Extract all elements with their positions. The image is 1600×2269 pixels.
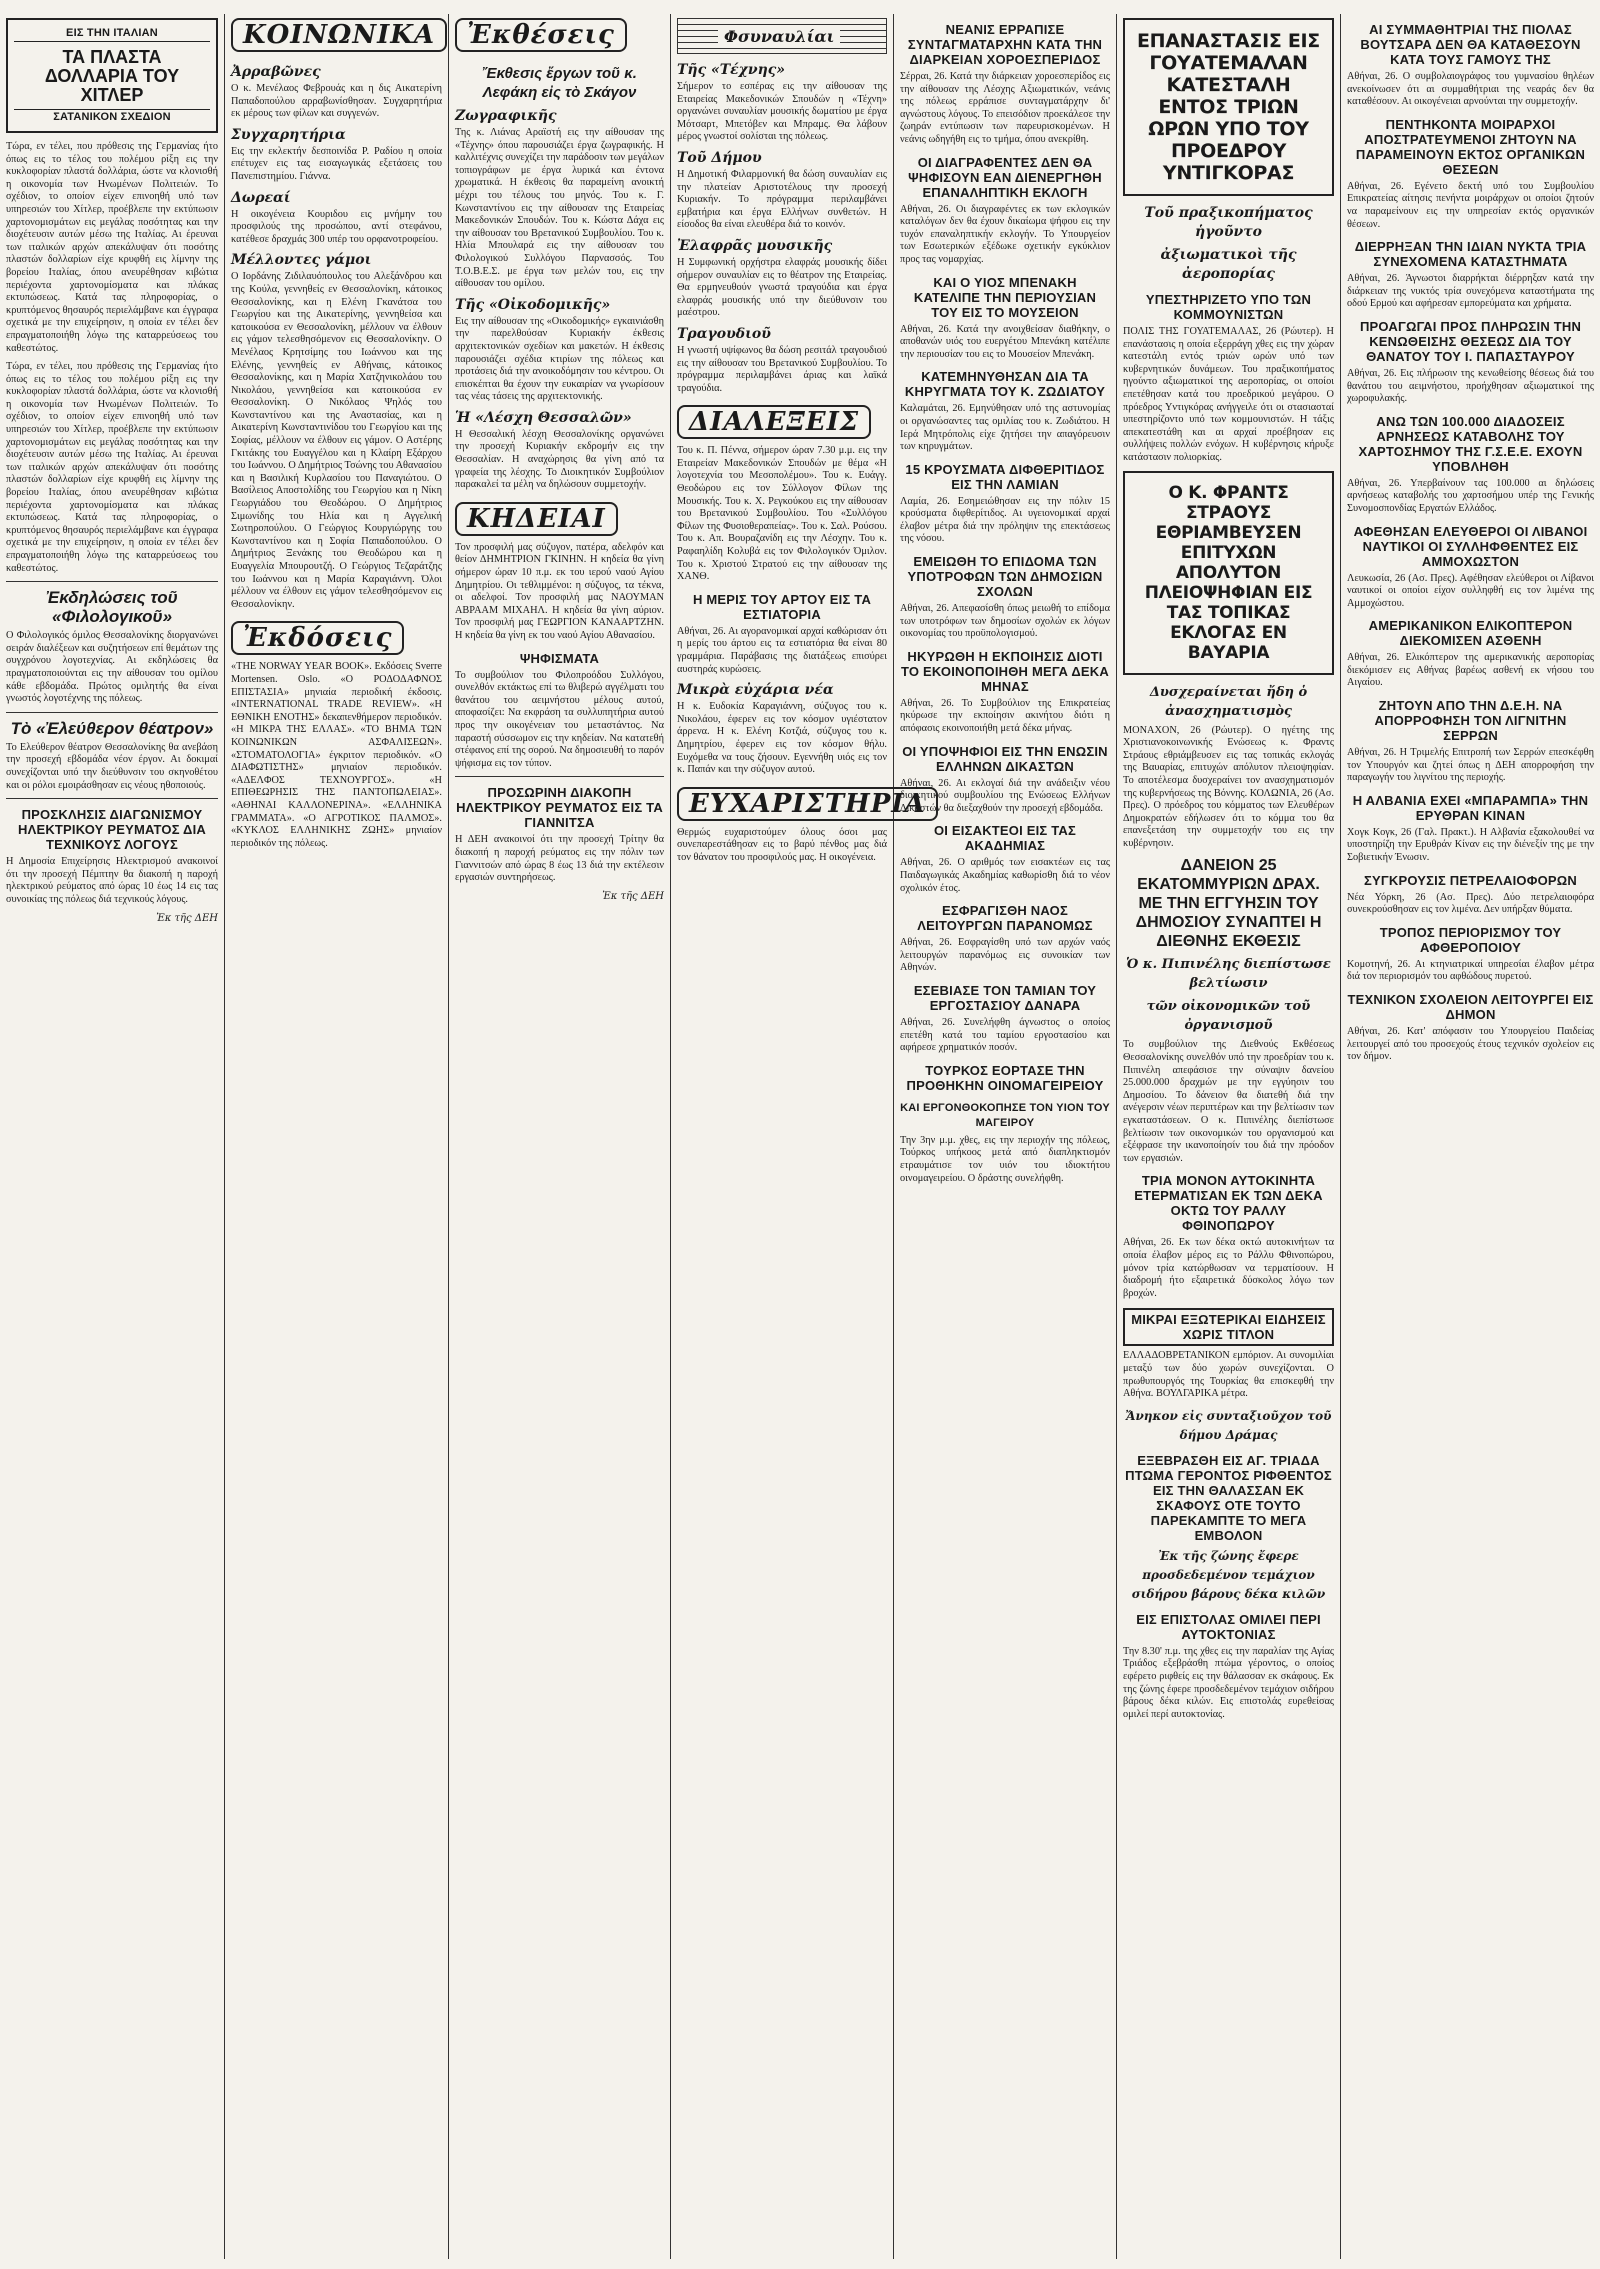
corpse-body: Την 8.30' π.μ. της χθες εις την παραλίαν της Αγίας Τριάδος εξεβράσθη πτώμα γέροντος, ο οποίος εφέρετο ριφθείς εις την θάλασσαν εκ σκάφους. Εκ της ζώνης έφερε προσδεδεμένον τεμάχιον σιδήρου βάρους δέκα κιλών. Εις επιστολάς ευρεθείσας ομιλεί περί αυτοκτονίας. [1123,1645,1334,1720]
bread-title: Η ΜΕΡΙΣ ΤΟΥ ΑΡΤΟΥ ΕΙΣ ΤΑ ΕΣΤΙΑΤΟΡΙΑ [692,591,872,622]
rally-headline: ΤΡΙΑ ΜΟΝΟΝ ΑΥΤΟΚΙΝΗΤΑ ΕΤΕΡΜΑΤΙΣΑΝ ΕΚ ΤΩΝ ΔΕΚΑ ΟΚΤΩ ΤΟΥ ΡΑΛΛΥ ΦΘΙΝΟΠΩΡΟΥ [1134,1173,1323,1234]
body-sale: Αθήναι, 26. Το Συμβούλιον της Επικρατείας ηκύρωσε την εκποίησιν ακινήτου διότι η απόφασις εκοινοποιήθη μετά δέκα μήνας. [900,697,1110,735]
corpse-sub3: ΕΙΣ ΕΠΙΣΤΟΛΑΣ ΟΜΙΛΕΙ ΠΕΡΙ ΑΥΤΟΚΤΟΝΙΑΣ [1136,1611,1321,1642]
engagements-body: Ο κ. Μενέλαος Φεβρουάς και η δις Αικατερίνη Παπαδοπούλου αρραβωνίσθησαν. Συγχαρητήρια εκ μέρους των φίλων και συγγενών. [231,83,442,120]
school-body: Αθήναι, 26. Κατ' απόφασιν του Υπουργείου Παιδείας λειτουργεί από του προσεχούς έτους τεχνικόν σχολείον εις τον δήμον. [1347,1026,1594,1063]
congrats-body: Εις την εκλεκτήν δεσποινίδα Ρ. Ραδίου η οποία επέτυχεν εις τας εισαγωγικάς εξετάσεις του Πανεπιστημίου. Γιάννα. [231,145,442,182]
loan-body: Το συμβούλιον της Διεθνούς Εκθέσεως Θεσσαλονίκης συνελθόν υπό την προεδρίαν του κ. Πιπινέλη απεφάσισε την σύναψιν δανείου 25.000.000 δραχμών με την εγγύησιν του Δημοσίου. Το δάνειον θα διατεθή διά την ανέγερσιν νέων περιπτέρων και την βελτίωσιν των εγκαταστάσεων. Ο κ. Πιπινέλης διεπίστωσε βελτίωσιν των οικονομικών του οργανισμού και εξέφρασε την ικανοποίησίν του διά την πρόοδον των εργασιών. [1123,1039,1334,1164]
body-church: Αθήναι, 26. Εσφραγίσθη υπό των αρχών ναός λειτουργών παρανόμως εις συνοικίαν των Αθηνών. [900,937,1110,974]
guatemala-headline: ΕΠΑΝΑΣΤΑΣΙΣ ΕΙΣ ΓΟΥΑΤΕΜΑΛΑΝ ΚΑΤΕΣΤΑΛΗ ΕΝΤΟΣ ΤΡΙΩΝ ΩΡΩΝ ΥΠΟ ΤΟΥ ΠΡΟΕΔΡΟΥ ΥΝΤΙΓΚΟΡΑΣ [1136,30,1320,184]
thanks-body: Θερμώς ευχαριστούμεν όλους όσοι μας συνεπαρεστάθησαν εις το βαρύ πένθος μας διά τον θάνατον του προσφιλούς μας. Η οικογένεια. [677,826,887,863]
headline-cashier: ΕΣΕΒΙΑΣΕ ΤΟΝ ΤΑΜΙΑΝ ΤΟΥ ΕΡΓΟΣΤΑΣΙΟΥ ΔΑΝΑΡΑ [913,982,1097,1013]
stamp-body: Αθήναι, 26. Υπερβαίνουν τας 100.000 αι δηλώσεις αρνήσεως καταβολής του χαρτοσήμου υπέρ της Γενικής Συνομοσπονδίας Εργατών Ελλάδος. [1347,477,1594,514]
lignite-headline: ΖΗΤΟΥΝ ΑΠΟ ΤΗΝ Δ.Ε.Η. ΝΑ ΑΠΟΡΡΟΦΗΣΗ ΤΟΝ ΛΙΓΝΙΤΗΝ ΣΕΡΡΩΝ [1374,698,1567,744]
headline-erased: ΟΙ ΔΙΑΓΡΑΦΕΝΤΕΣ ΔΕΝ ΘΑ ΨΗΦΙΣΟΥΝ ΕΑΝ ΔΙΕΝΕΡΓΗΘΗ ΕΠΑΝΑΛΗΠΤΙΚΗ ΕΚΛΟΓΗ [908,154,1102,200]
social-section-logo: ΚΟΙΝΩΝΙΚΑ [231,18,447,52]
body-turk: Την 3ην μ.μ. χθες, εις την περιοχήν της πόλεως, Τούρκος υπήκοος μετά από διαπληκτισμόν ετραυμάτισε τον υιόν του ιδιοκτήτου οινομαγειρείου. Ο δράστης συνελήφθη. [900,1134,1110,1184]
resolutions-body: Το συμβούλιον του Φιλοπροόδου Συλλόγου, συνελθόν εκτάκτως επί τω θλιβερώ αγγέλματι του θανάτου του αειμνήστου μέλους αυτού, αποφασίζει: Να εκφράση τα συλλυπητήρια αυτού προς την οικογένειαν του μεταστάντος. Να παραστή σύσσωμον εις την κηδείαν. Να κατατεθή στέφανος επί της σορού. Να δημοσιευθή το παρόν ψήφισμα εις τον τύπον. [455,669,664,769]
publications-body: «THE NORWAY YEAR BOOK». Εκδόσεις Sverre Mortensen. Oslo. «Ο ΡΟΔΟΔΑΦΝΟΣ ΕΠΙΣΤΑΣΙΑ» μηνιαία περιοδική έκδοσις. «INTERNATIONAL TRADE REVIEW». «Η ΕΘΝΙΚΗ ΕΝΟΤΗΣ» δεκαπενθήμερον περιοδικόν. «Η ΜΙΚΡΑ ΤΗΣ ΕΛΛΑΣ». «ΤΟ ΒΗΜΑ ΤΩΝ ΚΟΙΝΩΝΙΚΩΝ ΑΣΦΑΛΙΣΕΩΝ». «ΣΤΟΜΑΤΟΛΟΓΙΑ» έγκριτον περιοδικόν. «Ο ΔΙΑΦΩΤΙΣΤΗΣ» μηνιαίον περιοδικόν. «ΑΔΕΛΦΟΣ ΤΕΧΝΟΥΡΓΟΣ». «Η ΕΠΙΘΕΩΡΗΣΙΣ ΤΗΣ ΠΑΝΤΟΠΩΛΕΙΑΣ». «ΑΘΗΝΑΙ ΚΑΛΛΟΝΕΡΙΝΑ». «ΕΛΛΗΝΙΚΑ ΓΡΑΜΜΑΤΑ». «Ο ΑΓΡΟΤΙΚΟΣ ΠΑΛΜΟΣ». «ΚΥΚΛΟΣ ΕΛΛΗΝΙΚΗΣ ΖΩΗΣ» μηνιαίον περιοδικόν της πόλεως. [231,661,442,849]
painting-body: Της κ. Λιάνας Αραϊστή εις την αίθουσαν της «Τέχνης» όπου παρουσιάζει έργα ζωγραφικής. Η καλλιτέχνις συνεχίζει την παράδοσιν των μεγάλων τοπιογράφων με έργα λυρικά και έντονα χρωματικά. Η έκθεσις θα παραμείνη ανοικτή μέχρι του τέλους του μηνός. Του κ. Γ. Κωνσταντίνου εις την αίθουσαν της Εταιρείας Μακεδονικών Σπουδών. Του κ. Κώστα Δάχα εις την αίθουσαν του Βρετανικού Συμβουλίου. Του κ. Ηλία Μπουλαρά εις την αίθουσαν του Φιλολογικού Συλλόγου Παρνασσός. Του Τ.Ο.Β.Ε.Σ. με έργα των μελών του, εις την αίθουσαν του ομίλου. [455,127,664,290]
headline-academies: ΟΙ ΕΙΣΑΚΤΕΟΙ ΕΙΣ ΤΑΣ ΑΚΑΔΗΜΙΑΣ [933,823,1076,854]
song-title: Τραγουδιοῦ [677,325,771,342]
section-title: Ἐκδηλώσεις τοῦ «Φιλολογικοῦ» [46,588,178,627]
classmates-body: Αθήναι, 26. Ο συμβολαιογράφος του γυμνασίου θηλέων ανεκοίνωσεν ότι αι συμμαθήτριαι της νεαράς δεν θα καταθέσουν. Αι οικογένειαι αρνούνται την συμμετοχήν. [1347,71,1594,108]
article-body: Τώρα, εν τέλει, που πρόθεσις της Γερμανίας ήτο όπως εις το τέλος του πολέμου ρίξη εις την κυκλοφορίαν πλαστά δολλάρια, ώστε να κλονισθή η οικονομία των Ηνωμένων Πολιτειών. Το σχέδιον, το οποίον είχεν επινοηθή υπό των υπηρεσιών του Χίτλερ, προέβλεπε την εκτύπωσιν χαρτονομισμάτων εις μεγάλας ποσότητας και την διοχέτευσιν αυτών μέσω της Ιταλίας. Αι έρευναι των ιταλικών αρχών απεκάλυψαν ότι ποσότης πλαστών δολλαρίων είχε κρυφθή εις λίμνην της βορείου Ιταλίας, όπου ανευρέθησαν κιβώτια περιέχοντα χαρτονομίσματα και πλάκας εκτυπώσεως. Κατά τας πληροφορίας, ο κρυπτόμενος θησαυρός περιελάμβανε και έγγραφα σχετικά με την επιχείρησιν, η οποία εν τέλει δεν επραγματοποιήθη λόγω της καταρρεύσεως του καθεστώτος. [6,141,218,354]
techni-body: Σήμερον το εσπέρας εις την αίθουσαν της Εταιρείας Μακεδονικών Σπουδών η «Τέχνη» οργανώνει συναυλίαν μουσικής δωματίου με έργα Μότσαρτ, Μπετόβεν και Μπραμς. Θα λάβουν μέρος γνωστοί σολίσται της πόλεως. [677,81,887,143]
albania-headline: Η ΑΛΒΑΝΙΑ ΕΧΕΙ «ΜΠΑΡΑΜΠΑ» ΤΗΝ ΕΡΥΘΡΑΝ ΚΙΝΑΝ [1352,792,1589,823]
sailors-body: Λευκωσία, 26 (Ασ. Πρες). Αφέθησαν ελεύθεροι οι Λίβανοι ναυτικοί οι οποίοι είχον συλληφθή εις τον λιμένα της Αμμοχώστου. [1347,572,1594,609]
funerals-logo: ΚΗΔΕΙΑΙ [455,502,618,536]
light-music-body: Η Συμφωνική ορχήστρα ελαφράς μουσικής δίδει σήμερον συναυλίαν εις το θέατρον της Εταιρείας. Θα ερμηνευθούν γνωστά τραγούδια και έργα ελαφράς μουσικής υπό την διεύθυνσιν του μαέστρου. [677,256,887,319]
officers-headline: ΠΕΝΤΗΚΟΝΤΑ ΜΟΙΡΑΡΧΟΙ ΑΠΟΣΤΡΑΤΕΥΜΕΝΟΙ ΖΗΤΟΥΝ ΝΑ ΠΑΡΑΜΕΙΝΟΥΝ ΕΚΤΟΣ ΟΡΓΑΝΙΚΩΝ ΘΕΣΕΩΝ [1355,116,1586,177]
giannitsa-notice-title: ΠΡΟΣΩΡΙΝΗ ΔΙΑΚΟΠΗ ΗΛΕΚΤΡΙΚΟΥ ΡΕΥΜΑΤΟΣ ΕΙΣ ΤΑ ΓΙΑΝΝΙΤΣΑ [456,785,663,831]
theatre-title: Τὸ «Ἐλεύθερον θέατρον» [10,718,214,738]
municipal-body: Η Δημοτική Φιλαρμονική θα δώση συναυλίαν εις την πλατείαν Αριστοτέλους την προσεχή Κυριακήν. Το πρόγραμμα περιλαμβάνει εμβατήρια και έργα Ελλήνων συνθετών. Η είσοδος θα είναι ελευθέρα διά το κοινόν. [677,168,887,231]
donations-title: Δωρεαί [231,189,291,206]
theatre-body: Το Ελεύθερον θέατρον Θεσσαλονίκης θα ανεβάση την προσεχή εβδομάδα νέον έργον. Αι δοκιμαί συνεχίζονται υπό την διεύθυνσιν του σκηνοθέτου και οι ρόλοι εμοιράσθησαν εις νέους ηθοποιούς. [6,741,218,791]
engagements-title: Ἀρραβῶνες [231,64,321,80]
column-5 [894,14,1116,2259]
hitler-dollars-box [6,18,218,133]
guatemala-sub1: Τοῦ πραξικοπήματος ἡγοῦντο [1144,205,1313,240]
exhibitions-logo: Ἐκθέσεις [455,18,627,52]
loan-headline: ΔΑΝΕΙΟΝ 25 ΕΚΑΤΟΜΜΥΡΙΩΝ ΔΡΑΧ. ΜΕ ΤΗΝ ΕΓΓΥΗΣΙΝ ΤΟΥ ΔΗΜΟΣΙΟΥ ΣΥΝΑΠΤΕΙ Η ΔΙΕΘΝΗΣ ΕΚΘΕΣΙΣ [1135,857,1322,951]
corpse-sub2: Ἐκ τῆς ζώνης ἔφερε προσδεδεμένον τεμάχιον σιδήρου βάρους δέκα κιλῶν [1131,1548,1326,1601]
body-scholarships: Αθήναι, 26. Απεφασίσθη όπως μειωθή το επίδομα των υποτρόφων των δημοσίων σχολών εκ λόγων οικονομίας του προϋπολογισμού. [900,603,1110,640]
headline-benakis: ΚΑΙ Ο ΥΙΟΣ ΜΠΕΝΑΚΗ ΚΑΤΕΛΙΠΕ ΤΗΝ ΠΕΡΙΟΥΣΙΑΝ ΤΟΥ ΕΙΣ ΤΟ ΜΟΥΣΕΙΟΝ [913,274,1097,320]
guatemala-sub2: ἀξιωματικοὶ τῆς ἀεροπορίας [1160,247,1297,282]
painting-title: Ζωγραφικῆς [455,108,557,124]
donations-body: Η οικογένεια Κουριδου εις μνήμην του προσφιλούς της προσώπου, αντί στεφάνου, κατέθεσε δραχμάς 300 υπέρ του ορφανοτροφείου. [231,208,442,245]
headline: ΤΑ ΠΛΑΣΤΑ ΔΟΛΛΑΡΙΑ ΤΟΥ ΧΙΤΛΕΡ [44,47,180,105]
headline-slap: ΝΕΑΝΙΣ ΕΡΡΑΠΙΣΕ ΣΥΝΤΑΓΜΑΤΑΡΧΗΝ ΚΑΤΑ ΤΗΝ ΔΙΑΡΚΕΙΑΝ ΧΟΡΟΕΣΠΕΡΙΔΟΣ [907,22,1103,67]
headline-turk: ΤΟΥΡΚΟΣ ΕΟΡΤΑΣΕ ΤΗΝ ΠΡΟΘΗΚΗΝ ΟΙΝΟΜΑΓΕΙΡΕΙΟΥ [906,1062,1104,1093]
headline-scholarships: ΕΜΕΙΩΘΗ ΤΟ ΕΠΙΔΟΜΑ ΤΩΝ ΥΠΟΤΡΟΦΩΝ ΤΩΝ ΔΗΜΟΣΙΩΝ ΣΧΟΛΩΝ [907,554,1103,600]
foreign-news-headline: ΜΙΚΡΑΙ ΕΞΩΤΕΡΙΚΑΙ ΕΙΔΗΣΕΙΣ ΧΩΡΙΣ ΤΙΤΛΟΝ [1123,1308,1334,1346]
loan-sub2: τῶν οἰκονομικῶν τοῦ ὀργανισμοῦ [1146,999,1311,1034]
column-7 [1341,14,1600,2259]
notice-body: Η Δημοσία Επιχείρησις Ηλεκτρισμού ανακοινοί ότι την προσεχή Πέμπτην θα διακοπή η παροχή ηλεκτρικού ρεύματος από ώρας 10 έως 14 εις τας συνοικίας της πόλεως διά τεχνικούς λόγους. [6,856,218,905]
body-academies: Αθήναι, 26. Ο αριθμός των εισακτέων εις τας Παιδαγωγικάς Ακαδημίας καθωρίσθη διά το νέον σχολικόν έτος. [900,857,1110,894]
column-6 [1117,14,1340,2259]
strauss-box [1123,471,1334,675]
body-judges: Αθήναι, 26. Αι εκλογαί διά την ανάδειξιν νέου διοικητικού συμβουλίου της Ενώσεως Ελλήνων Δικαστών θα διεξαχθούν την προσεχή εβδομάδα. [900,777,1110,814]
happy-news-title: Μικρὰ εὐχάρια νέα [677,682,834,699]
loan-sub1: Ὁ κ. Πιπινέλης διεπίστωσε βελτίωσιν [1126,957,1331,992]
body-diphtheria: Λαμία, 26. Εσημειώθησαν εις την πόλιν 15 κρούσματα διφθερίτιδος. Αι υγειονομικαί αρχαί έλαβον μέτρα διά την πρόληψιν της επεκτάσεως της νόσου. [900,495,1110,545]
exhibitions-kicker: Ἔκθεσις ἔργων τοῦ κ. Λεφάκη εἰς τὸ Σκάγον [482,65,637,101]
strauss-sub: Δυσχεραίνεται ἤδη ὁ ἀνασχηματισμὸς [1149,684,1308,719]
happy-news-body: Η κ. Ευδοκία Καραγιάννη, σύζυγος του κ. Νικολάου, έφερεν εις τον κόσμον υγιέστατον άρρενα. Η κ. Ελένη Κοτζιά, σύζυγος του κ. Δημητρίου, έφερεν εις τον κόσμον θήλυ. Ευχόμεθα να τους ζήσουν. Εγεννήθη υιός εις τον κ. Παπάν και την σύζυγον αυτού. [677,701,887,776]
congrats-title: Συγχαρητήρια [231,126,346,143]
thanks-logo: ΕΥΧΑΡΙΣΤΗΡΙΑ [677,787,938,821]
body-benakis: Αθήναι, 26. Κατά την ανοιχθείσαν διαθήκην, ο αποθανών υιός του ευεργέτου Μπενάκη κατέλιπε την περιουσίαν του εις το Μουσείον Μπενάκη. [900,323,1110,360]
column-3 [449,14,670,2259]
guatemala-body: ΠΟΛΙΣ ΤΗΣ ΓΟΥΑΤΕΜΑΛΑΣ, 26 (Ρώυτερ). Η επανάστασις η οποία εξερράγη χθες εις την χώραν κατεστάλη εντός τριών ωρών υπό των κυβερνητικών δυνάμεων. Του πραξικοπήματος ηγούντο αξιωματικοί της αεροπορίας, οι οποίοι επετέθησαν κατά του προεδρικού μεγάρου. Ο πρόεδρος Υντιγκόρας ανήγγειλε ότι οι στασιασταί υπεστηρίζοντο υπό των κομμουνιστών. Η τάξις απεκατεστάθη και αι αρχαί προέβησαν εις συλλήψεις πολλών ενόχων. Η κυβέρνησις κήρυξε κατάστασιν πολιορκίας. [1123,326,1334,463]
lectures-body: Του κ. Π. Πέννα, σήμερον ώραν 7.30 μ.μ. εις την Εταιρείαν Μακεδονικών Σπουδών με θέμα «Η λογοτεχνία του Μεσοπολέμου». Του κ. Ευάγγ. Θεοδώρου εις τον Σύλλογον Φίλων της Μουσικής. Του κ. Χ. Ρεγκούκου εις την αίθουσαν του Βρετανικού Συμβουλίου. Του «Συλλόγου Φίλων της Φυσιοθεραπείας». Του κ. Σαλ. Ρούσου. Του κ. Απ. Βουραζανίδη εις την Λέσχην. Του κ. Ραφαηλίδη Κολυβά εις τον Φιλολογικόν Όμιλον. Του κ. Χριστού Στρατού εις την αίθουσαν της ΧΑΝΘ. [677,445,887,583]
concerts-logo [677,18,887,54]
bread-body: Αθήναι, 26. Αι αγορανομικαί αρχαί καθώρισαν ότι η μερίς του άρτου εις τα εστιατόρια θα είναι 80 γραμμάρια. Παράβασις της διατάξεως επισύρει αυστηράς κυρώσεις. [677,625,887,675]
thessalians-title: Ἡ «Λέσχη Θεσσαλῶν» [455,409,632,426]
burglary-body: Αθήναι, 26. Άγνωστοι διαρρήκται διέρρηξαν κατά την διάρκειαν της νυκτός τρία συνεχόμενα καταστήματα της οδού Ερμού και αφήρεσαν εμπορεύματα και χρήματα. [1347,273,1594,310]
foot-mouth-headline: ΤΡΟΠΟΣ ΠΕΡΙΟΡΙΣΜΟΥ ΤΟΥ ΑΦΘΕΡΟΠΟΙΟΥ [1379,924,1562,955]
techni-title: Τῆς «Τέχνης» [677,62,786,78]
tankers-body: Νέα Υόρκη, 26 (Ασ. Πρες). Δύο πετρελαιοφόρα συνεκρούσθησαν εις τον λιμένα. Δεν υπήρξαν θύματα. [1347,891,1594,916]
municipal-title: Τοῦ Δήμου [677,149,762,166]
foot-mouth-body: Κομοτηνή, 26. Αι κτηνιατρικαί υπηρεσίαι έλαβον μέτρα διά τον περιορισμόν του αφθώδους πυρετού. [1347,958,1594,983]
strauss-headline: Ο Κ. ΦΡΑΝΤΣ ΣΤΡΑΟΥΣ ΕΘΡΙΑΜΒΕΥΣΕΝ ΕΠΙΤΥΧΩΝ ΑΠΟΛΥΤΟΝ ΠΛΕΙΟΨΗΦΙΑΝ ΕΙΣ ΤΑΣ ΤΟΠΙΚΑΣ ΕΚΛΟΓΑΣ ΕΝ ΒΑΥΑΡΙΑ [1144,482,1313,663]
weddings-title: Μέλλοντες γάμοι [231,252,372,269]
rally-body: Αθήναι, 26. Εκ των δέκα οκτώ αυτοκινήτων τα οποία έλαβον μέρος εις το Ράλλυ Φθινοπώρου, μόνον τρία κατώρθωσαν να τερματίσουν. Η διαδρομή ήτο εξαιρετικά δύσκολος λόγω των βροχών. [1123,1237,1334,1299]
subhead: ΣΑΤΑΝΙΚΟΝ ΣΧΕΔΙΟΝ [14,109,210,125]
sailors-headline: ΑΦΕΘΗΣΑΝ ΕΛΕΥΘΕΡΟΙ ΟΙ ΛΙΒΑΝΟΙ ΝΑΥΤΙΚΟΙ ΟΙ ΣΥΛΛΗΦΘΕΝΤΕΣ ΕΙΣ ΑΜΜΟΧΩΣΤΟΝ [1353,523,1588,569]
burglary-headline: ΔΙΕΡΡΗΞΑΝ ΤΗΝ ΙΔΙΑΝ ΝΥΚΤΑ ΤΡΙΑ ΣΥΝΕΧΟΜΕΝΑ ΚΑΤΑΣΤΗΜΑΤΑ [1354,239,1587,270]
oikodomiki-body: Εις την αίθουσαν της «Οικοδομικής» εγκαινιάσθη την παρελθούσαν Κυριακήν έκθεσις αρχιτεκτονικών σχεδίων και μακετών. Η έκθεσις παρουσιάζει σχέδια κτιρίων της πόλεως και προτάσεις διά την ανοικοδόμησιν του κέντρου. Οι επισκέπται θα έχουν την ευκαιρίαν να γνωρίσουν τας νέας τάσεις της αρχιτεκτονικής. [455,315,664,403]
column-1 [0,14,224,2259]
strauss-body: ΜΟΝΑΧΟΝ, 26 (Ρώυτερ). Ο ηγέτης της Χριστιανοκοινωνικής Ενώσεως κ. Φραντς Στράους εθριάμβευσεν εις τας τοπικάς εκλογάς της Βαυαρίας, επιτυχών απόλυτον πλειοψηφίαν. Το αποτέλεσμα δυσχεραίνει τον ανασχηματισμόν της κυβερνήσεως της Βόννης. ΚΟΛΩΝΙΑ, 26 (Ασ. Πρες). Ο πρόεδρος του κόμματος των Ελευθέρων Δημοκρατών εδήλωσεν ότι το κόμμα του θα επανεξετάση την συμμετοχήν του εις την κυβέρνησιν. [1123,724,1334,849]
column-2 [225,14,448,2259]
giannitsa-notice-body: Η ΔΕΗ ανακοινοί ότι την προσεχή Τρίτην θα διακοπή η παροχή ρεύματος εις την πόλιν των Γιαννιτσών από ώρας 8 έως 13 διά την εκτέλεσιν εργασιών συντηρήσεως. [455,834,664,884]
school-headline: ΤΕΧΝΙΚΟΝ ΣΧΟΛΕΙΟΝ ΛΕΙΤΟΥΡΓΕΙ ΕΙΣ ΔΗΜΟΝ [1347,992,1594,1022]
article-body-cont: Τώρα, εν τέλει, που πρόθεσις της Γερμανίας ήτο όπως εις το τέλος του πολέμου ρίξη εις την κυκλοφορίαν πλαστά δολλάρια, ώστε να κλονισθή η οικονομία των Ηνωμένων Πολιτειών. Το σχέδιον, το οποίον είχεν επινοηθή υπό των υπηρεσιών του Χίτλερ, προέβλεπε την εκτύπωσιν χαρτονομισμάτων εις μεγάλας ποσότητας και την διοχέτευσιν αυτών μέσω της Ιταλίας. Αι έρευναι των ιταλικών αρχών απεκάλυψαν ότι ποσότης πλαστών δολλαρίων είχε κρυφθή εις λίμνην της βορείου Ιταλίας, όπου ανευρέθησαν κιβώτια περιέχοντα χαρτονομίσματα και πλάκας εκτυπώσεως. Κατά τας πληροφορίας, ο κρυπτόμενος θησαυρός περιελάμβανε και έγγραφα σχετικά με την επιχείρησιν, η οποία εν τέλει δεν επραγματοποιήθη λόγω της καταρρεύσεως του καθεστώτος. [6,361,218,574]
oikodomiki-title: Τῆς «Οἰκοδομικῆς» [455,296,611,313]
corpse-sub: Ἄνηκον εἰς συνταξιοῦχον τοῦ δήμου Δράμας [1125,1408,1332,1442]
kicker: ΕΙΣ ΤΗΝ ΙΤΑΛΙΑΝ [14,26,210,42]
lectures-logo: ΔΙΑΛΕΞΕΙΣ [677,405,871,439]
body-cashier: Αθήναι, 26. Συνελήφθη άγνωστος ο οποίος επετέθη κατά του ταμίου εργοστασίου και αφήρεσε χρηματικόν ποσόν. [900,1016,1110,1054]
headline-sale: ΗΚΥΡΩΘΗ Η ΕΚΠΟΙΗΣΙΣ ΔΙΟΤΙ ΤΟ ΕΚΟΙΝΟΠΟΙΗΘΗ ΜΕΓΑ ΔΕΚΑ ΜΗΝΑΣ [901,648,1109,694]
song-body: Η γνωστή υψίφωνος θα δώση ρεσιτάλ τραγουδιού εις την αίθουσαν του Βρετανικού Συμβουλίου. Το πρόγραμμα περιλαμβάνει άριας και λαϊκά τραγούδια. [677,344,887,394]
guatemala-sub3: ΥΠΕΣΤΗΡΙΖΕΤΟ ΥΠΟ ΤΩΝ ΚΟΜΜΟΥΝΙΣΤΩΝ [1145,292,1312,322]
funerals-body: Τον προσφιλή μας σύζυγον, πατέρα, αδελφόν και θείον ΔΗΜΗΤΡΙΟΝ ΓΚΙΝΗΝ. Η κηδεία θα γίνη σήμερον ώραν 10 π.μ. εκ του ιερού ναού Αγίου Δημητρίου. Οι τεθλιμμένοι: η σύζυγος, τα τέκνα, οι αδελφοί. Τον προσφιλή μας ΝΑΟΥΜΑΝ ΑΒΡΑΑΜ ΜΙΧΑΗΛ. Η κηδεία θα γίνη αύριον. Τον προσφιλή μας ΓΕΩΡΓΙΟΝ ΚΑΝΑΑΡΤΖΗΝ. Η κηδεία θα γίνη εκ του ναού Αγίου Αθανασίου. [455,541,664,641]
officers-body: Αθήναι, 26. Εγένετο δεκτή υπό του Συμβουλίου Επικρατείας αίτησις πενήντα μοιράρχων οι οποίοι ζητούν να παραμείνουν εις την υπηρεσίαν εκτός οργανικών θέσεων. [1347,180,1594,230]
body-slap: Σέρραι, 26. Κατά την διάρκειαν χοροεσπερίδος εις την αίθουσαν της Λέσχης Αξιωματικών, νεάνις της πόλεως ερράπισε συνταγματάρχην δι' αγνώστους λόγους. Το επεισόδιον προεκάλεσε την ζωηράν εντύπωσιν των παρευρισκομένων. Η νεάνις ωδηγήθη εις το τμήμα, όπου ανεκρίθη. [900,71,1110,145]
tankers-headline: ΣΥΓΚΡΟΥΣΙΣ ΠΕΤΡΕΛΑΙΟΦΟΡΩΝ [1364,872,1577,888]
headline-zodiatos: ΚΑΤΕΜΗΝΥΘΗΣΑΝ ΔΙΑ ΤΑ ΚΗΡΥΓΜΑΤΑ ΤΟΥ Κ. ΖΩΔΙΑΤΟΥ [904,369,1106,400]
light-music-title: Ἐλαφρᾶς μουσικῆς [677,237,833,254]
headline-turk-sub: ΚΑΙ ΕΡΓΟΝΘΟΚΟΠΗΣΕ ΤΟΝ ΥΙΟΝ ΤΟΥ ΜΑΓΕΙΡΟΥ [900,1101,1110,1129]
resolutions-title: ΨΗΦΙΣΜΑΤΑ [519,650,600,666]
body-zodiatos: Καλαμάται, 26. Εμηνύθησαν υπό της αστυνομίας οι οργανώσαντες τας ομιλίας του κ. Ζωδιάτου. Η Ιερά Μητρόπολις είχε ζητήσει την απαγόρευσιν των κηρυγμάτων. [900,403,1110,453]
notice-sign: Ἐκ τῆς ΔΕΗ [156,912,218,924]
guatemala-box [1123,18,1334,196]
helicopter-body: Αθήναι, 26. Ελικόπτερον της αμερικανικής αεροπορίας διεκόμισεν εις Αθήνας βαρέως ασθενή εκ νήσου του Αιγαίου. [1347,652,1594,689]
lignite-body: Αθήναι, 26. Η Τριμελής Επιτροπή των Σερρών επεσκέφθη τον Υπουργόν και ζητεί όπως η ΔΕΗ απορροφήση την παραγωγήν του λιγνίτου της περιοχής. [1347,747,1594,784]
promotions-body: Αθήναι, 26. Εις πλήρωσιν της κενωθείσης θέσεως διά του θανάτου του αειμνήστου, προήχθησαν αξιωματικοί της χωροφυλακής. [1347,367,1594,405]
promotions-headline: ΠΡΟΑΓΩΓΑΙ ΠΡΟΣ ΠΛΗΡΩΣΙΝ ΤΗΝ ΚΕΝΩΘΕΙΣΗΣ ΘΕΣΕΩΣ ΔΙΑ ΤΟΥ ΘΑΝΑΤΟΥ ΤΟΥ Ι. ΠΑΠΑΣΤΑΥΡΟΥ [1359,318,1582,364]
column-4 [671,14,926,2259]
headline-diphtheria: 15 ΚΡΟΥΣΜΑΤΑ ΔΙΦΘΕΡΙΤΙΔΟΣ ΕΙΣ ΤΗΝ ΛΑΜΙΑΝ [905,461,1105,492]
section-body: Ο Φιλολογικός όμιλος Θεσσαλονίκης διοργανώνει σειράν διαλέξεων και συζητήσεων επί θεμάτων της συγχρόνου λογοτεχνίας. Αι εκδηλώσεις θα πραγματοποιούνται εις την αίθουσαν του ομίλου κάθε εβδομάδα. Πρώτος ομιλητής θα είναι γνωστός λογοτέχνης της πόλεως. [6,630,218,705]
giannitsa-notice-sign: Ἐκ τῆς ΔΕΗ [602,890,664,902]
corpse-headline: ΕΞΕΒΡΑΣΘΗ ΕΙΣ ΑΓ. ΤΡΙΑΔΑ ΠΤΩΜΑ ΓΕΡΟΝΤΟΣ ΡΙΦΘΕΝΤΟΣ ΕΙΣ ΤΗΝ ΘΑΛΑΣΣΑΝ ΕΚ ΣΚΑΦΟΥΣ ΟΤΕ ΤΟΥΤΟ ΠΑΡΕΚΑΜΠΤΕ ΤΟ ΜΕΓΑ ΕΜΒΟΛΟΝ [1125,1452,1332,1543]
weddings-body: Ο Ιορδάνης Ζιδιλαυόπουλος του Αλεξάνδρου και της Κούλα, γεννηθείς εν Θεσσαλονίκη, κάτοικος Θεσσαλονίκης, και η Ελένη Γκανάτσα του Γεωργίου και της Αικατερίνης, γεννηθείσα και κατοικούσα εν Θεσσαλονίκη, μέλλουν να έλθουν εις γάμον τελεσθησόμενον εις Θεσσαλονίκην. Ο Μενέλαος Κρητσίμης του Ιωάννου και της Ελένης, γεννηθείς εν Αθήναις, κάτοικος Θεσσαλονίκης, και η Μαρία Χατζηνικολάου του Νικολάου, γεννηθείσα και κατοικούσα εν Θεσσαλονίκη. Ο Νικόλαος Ψηλός του Κωνσταντίνου και της Αναστασίας, και η Αικατερίνη Κωνσταντινίδου του Γεωργίου και της Σοφίας, μέλλουν να έλθουν εις γάμον. Ο Αστέρης Γκιτάκης του Ευαγγέλου και η Κλαίρη Εξάρχου του Ιωάννου. Ο Δημήτριος Τσώνης του Αθανασίου και η Βασιλική Κυρλασίου του Παναγιώτου. Ο Βασίλειος Αποστολίδης του Γεωργίου και η Νίκη Γεωργιάδου του Θεοδώρου. Ο Δημήτριος Σιμωνίδης του Ηλία και η Αγγελική Σωτηροπούλου. Ο Γεώργιος Κουργιώργης του Κωνσταντίνου και η Σοφία Παπαδοπούλου. Ο Δημήτριος Ξενάκης του Θεοδώρου και η Ευαγγελία Μπουρουτζή. Ο Γεώργιος Τεζαράτζης του Ιωάννου και η Μαρία Καραγιάννη. Όλοι μέλλουν να έλθουν εις γάμον τελεσθησόμενον εις Θεσσαλονίκην. [231,271,442,610]
headline-judges: ΟΙ ΥΠΟΨΗΦΙΟΙ ΕΙΣ ΤΗΝ ΕΝΩΣΙΝ ΕΛΛΗΝΩΝ ΔΙΚΑΣΤΩΝ [902,743,1108,774]
stamp-headline: ΑΝΩ ΤΩΝ 100.000 ΔΙΑΔΟΣΕΙΣ ΑΡΝΗΣΕΩΣ ΚΑΤΑΒΟΛΗΣ ΤΟΥ ΧΑΡΤΟΣΗΜΟΥ ΤΗΣ Γ.Σ.Ε.Ε. ΕΧΟΥΝ ΥΠΟΒΛΗΘΗ [1358,413,1583,474]
publications-logo: Ἐκδόσεις [231,621,404,655]
concerts-logo-text: Φσυναυλίαι [718,27,840,46]
notice-title: ΠΡΟΣΚΛΗΣΙΣ ΔΙΑΓΩΝΙΣΜΟΥ ΗΛΕΚΤΡΙΚΟΥ ΡΕΥΜΑΤΟΣ ΔΙΑ ΤΕΧΝΙΚΟΥΣ ΛΟΓΟΥΣ [17,807,206,853]
thessalians-body: Η Θεσσαλική λέσχη Θεσσαλονίκης οργανώνει την προσεχή Κυριακήν εκδρομήν εις την Θεσσαλίαν. Η αναχώρησις θα γίνη από τα γραφεία της λέσχης. Το Διοικητικόν Συμβούλιον παρακαλεί τα μέλη να δηλώσουν συμμετοχήν. [455,428,664,491]
headline-church: ΕΣΦΡΑΓΙΣΘΗ ΝΑΟΣ ΛΕΙΤΟΥΡΓΩΝ ΠΑΡΑΝΟΜΩΣ [917,903,1093,934]
helicopter-headline: ΑΜΕΡΙΚΑΝΙΚΟΝ ΕΛΙΚΟΠΤΕΡΟΝ ΔΙΕΚΟΜΙΣΕΝ ΑΣΘΕΝΗ [1368,618,1573,649]
foreign-news-body: ΕΛΛΑΔΟΒΡΕΤΑΝΙΚΟΝ εμπόριον. Αι συνομιλίαι μεταξύ των δύο χωρών συνεχίζονται. Ο πρωθυπουργός της Τουρκίας θα επισκεφθή την Αθήνα. ΒΟΥΛΓΑΡΙΚΑ μέτρα. [1123,1350,1334,1400]
albania-body: Χογκ Κογκ, 26 (Γαλ. Πρακτ.). Η Αλβανία εξακολουθεί να υποστηρίζη την Ερυθράν Κίναν εις την διένεξίν της με την Σοβιετικήν Ένωσιν. [1347,826,1594,864]
body-erased: Αθήναι, 26. Οι διαγραφέντες εκ των εκλογικών καταλόγων δεν θα έχουν δικαίωμα ψήφου εις την τυχόν επαναληπτικήν εκλογήν. Το Υπουργείον των Εσωτερικών εξέδωκε σχετικήν εγκύκλιον προς τας νομαρχίας. [900,203,1110,265]
classmates-headline: ΑΙ ΣΥΜΜΑΘΗΤΡΙΑΙ ΤΗΣ ΠΙΟΛΑΣ ΒΟΥΤΣΑΡΑ ΔΕΝ ΘΑ ΚΑΤΑΘΕΣΟΥΝ ΚΑΤΑ ΤΟΥΣ ΓΑΜΟΥΣ ΤΗΣ [1360,22,1581,67]
